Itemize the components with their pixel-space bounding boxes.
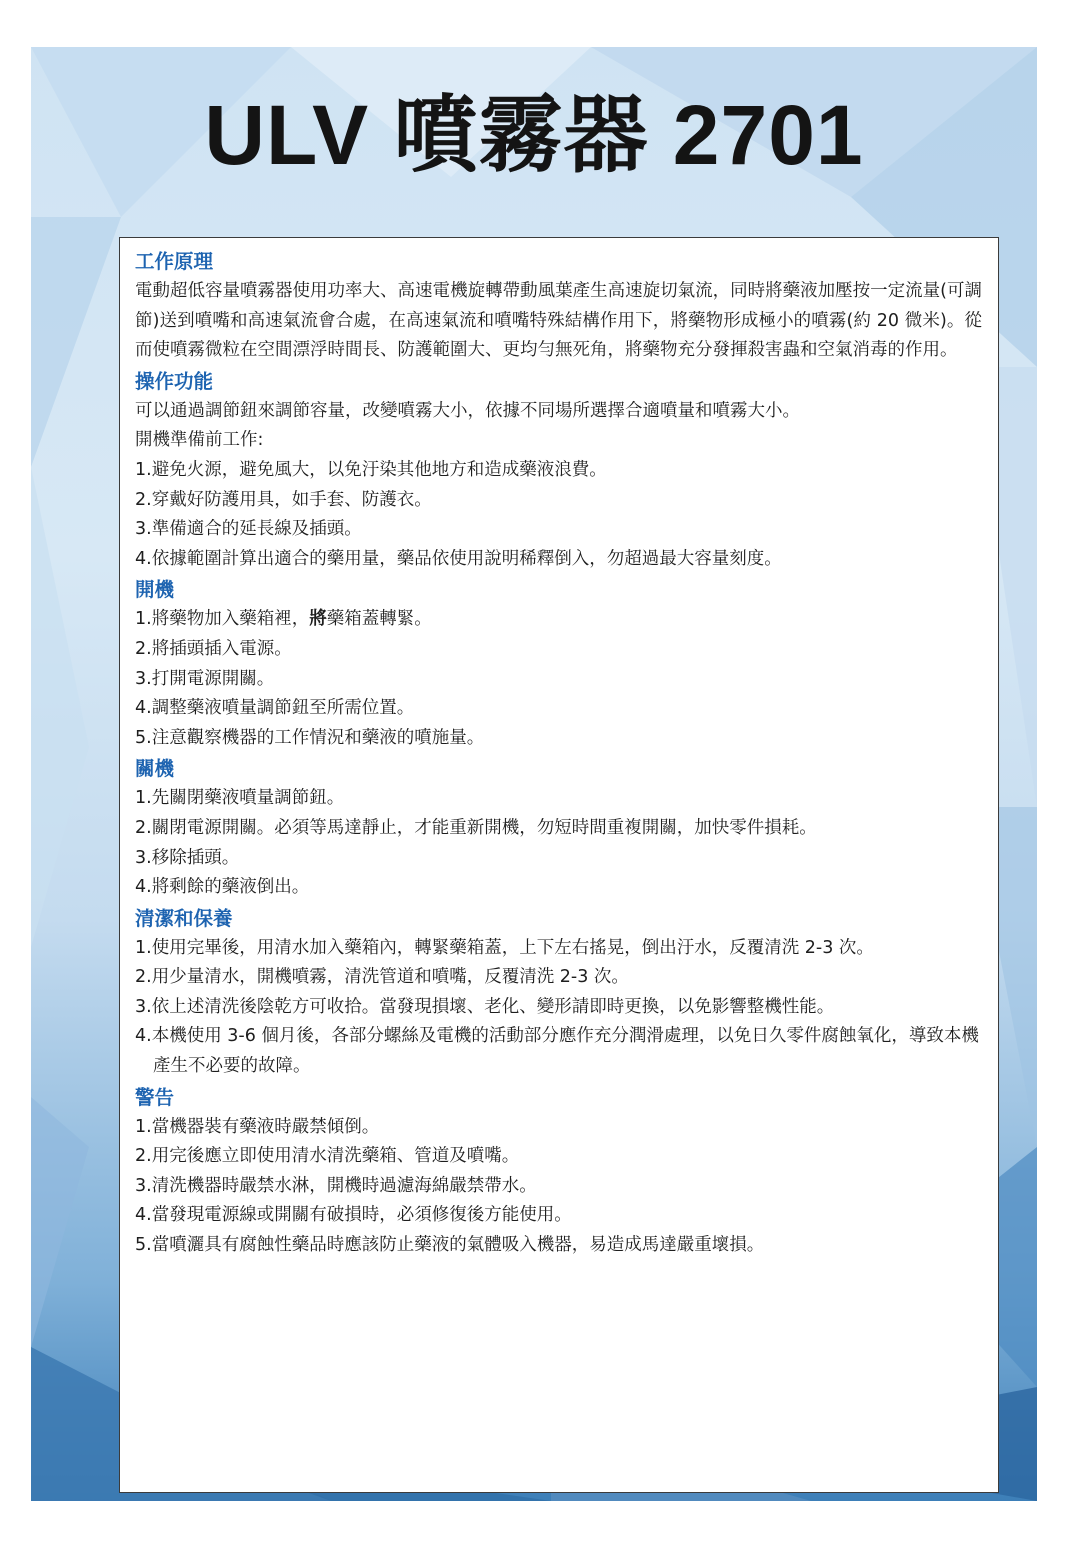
section-heading-warning: 警告 — [135, 1085, 175, 1109]
section-heading-operation: 操作功能 — [135, 369, 214, 393]
section-heading-principle: 工作原理 — [135, 250, 214, 273]
list-item: 5.當噴灑具有腐蝕性藥品時應該防止藥液的氣體吸入機器，易造成馬達嚴重壞損。 — [135, 1235, 765, 1256]
section-heading-power-off: 關機 — [135, 757, 175, 781]
list-item — [135, 605, 982, 635]
list-item: 3.清洗機器時嚴禁水淋，開機時過濾海綿嚴禁帶水。 — [135, 1175, 537, 1196]
list-item: 2.關閉電源開關。必須等馬達靜止，才能重新開機，勿短時間重複開關，加快零件損耗。 — [135, 817, 817, 838]
section-heading-cleaning: 清潔和保養 — [135, 906, 233, 930]
principle-text: 電動超低容量噴霧器使用功率大、高速電機旋轉帶動風葉產生高速旋切氣流，同時將藥液加壓按一定流量(可調節)送到噴嘴和高速氣流會合處，在高速氣流和噴嘴特殊結構作用下，將藥物形成極小的噴霧(約 20 微米)。從而使噴霧微粒在空間漂浮時間長、防護範圍大、更均勻無死角，將藥物充分發揮殺害蟲和空氣消毒的作用。 — [135, 281, 982, 361]
content-panel — [119, 237, 999, 1493]
poster — [31, 47, 1037, 1501]
list-item: 2.用少量清水，開機噴霧，清洗管道和噴嘴，反覆清洗 2-3 次。 — [135, 967, 629, 988]
list-item: 4.本機使用 3-6 個月後，各部分螺絲及電機的活動部分應作充分潤滑處理，以免日久零件腐蝕氧化，導致本機產生不必要的故障。 — [135, 1026, 979, 1077]
list-item-part: 1.將藥物加入藥箱裡， — [135, 609, 310, 630]
list-item: 4.當發現電源線或開關有破損時，必須修復後方能使用。 — [135, 1205, 572, 1226]
list-item-bold: 將 — [309, 609, 327, 630]
list-item: 2.將插頭插入電源。 — [135, 638, 292, 659]
list-item: 1.當機器裝有藥液時嚴禁傾倒。 — [135, 1116, 380, 1137]
list-item: 4.調整藥液噴量調節鈕至所需位置。 — [135, 698, 415, 719]
list-item: 3.準備適合的延長線及插頭。 — [135, 519, 362, 540]
list-item: 4.將剩餘的藥液倒出。 — [135, 877, 310, 898]
list-item: 2.穿戴好防護用具，如手套、防護衣。 — [135, 489, 432, 510]
operation-text-2: 開機準備前工作: — [135, 430, 264, 451]
list-item: 1.避免火源，避免風大，以免汙染其他地方和造成藥液浪費。 — [135, 459, 607, 480]
list-item: 3.移除插頭。 — [135, 847, 240, 868]
list-item: 1.使用完畢後，用清水加入藥箱內，轉緊藥箱蓋，上下左右搖晃，倒出汙水，反覆清洗 2-3 次。 — [135, 937, 874, 958]
list-item: 1.先關閉藥液噴量調節鈕。 — [135, 788, 345, 809]
list-item: 5.注意觀察機器的工作情況和藥液的噴施量。 — [135, 727, 485, 748]
list-item: 3.打開電源開關。 — [135, 668, 275, 689]
list-item-part: 藥箱蓋轉緊。 — [326, 609, 432, 630]
operation-text-1: 可以通過調節鈕來調節容量，改變噴霧大小，依據不同場所選擇合適噴量和噴霧大小。 — [135, 400, 800, 421]
page-title: ULV 噴霧器 2701 — [204, 88, 864, 182]
section-heading-power-on: 開機 — [135, 578, 175, 602]
list-item: 3.依上述清洗後陰乾方可收拾。當發現損壞、老化、變形請即時更換，以免影響整機性能。 — [135, 996, 835, 1017]
list-item: 4.依據範圍計算出適合的藥用量，藥品依使用說明稀釋倒入，勿超過最大容量刻度。 — [135, 548, 782, 569]
list-item: 2.用完後應立即使用清水清洗藥箱、管道及噴嘴。 — [135, 1146, 520, 1167]
